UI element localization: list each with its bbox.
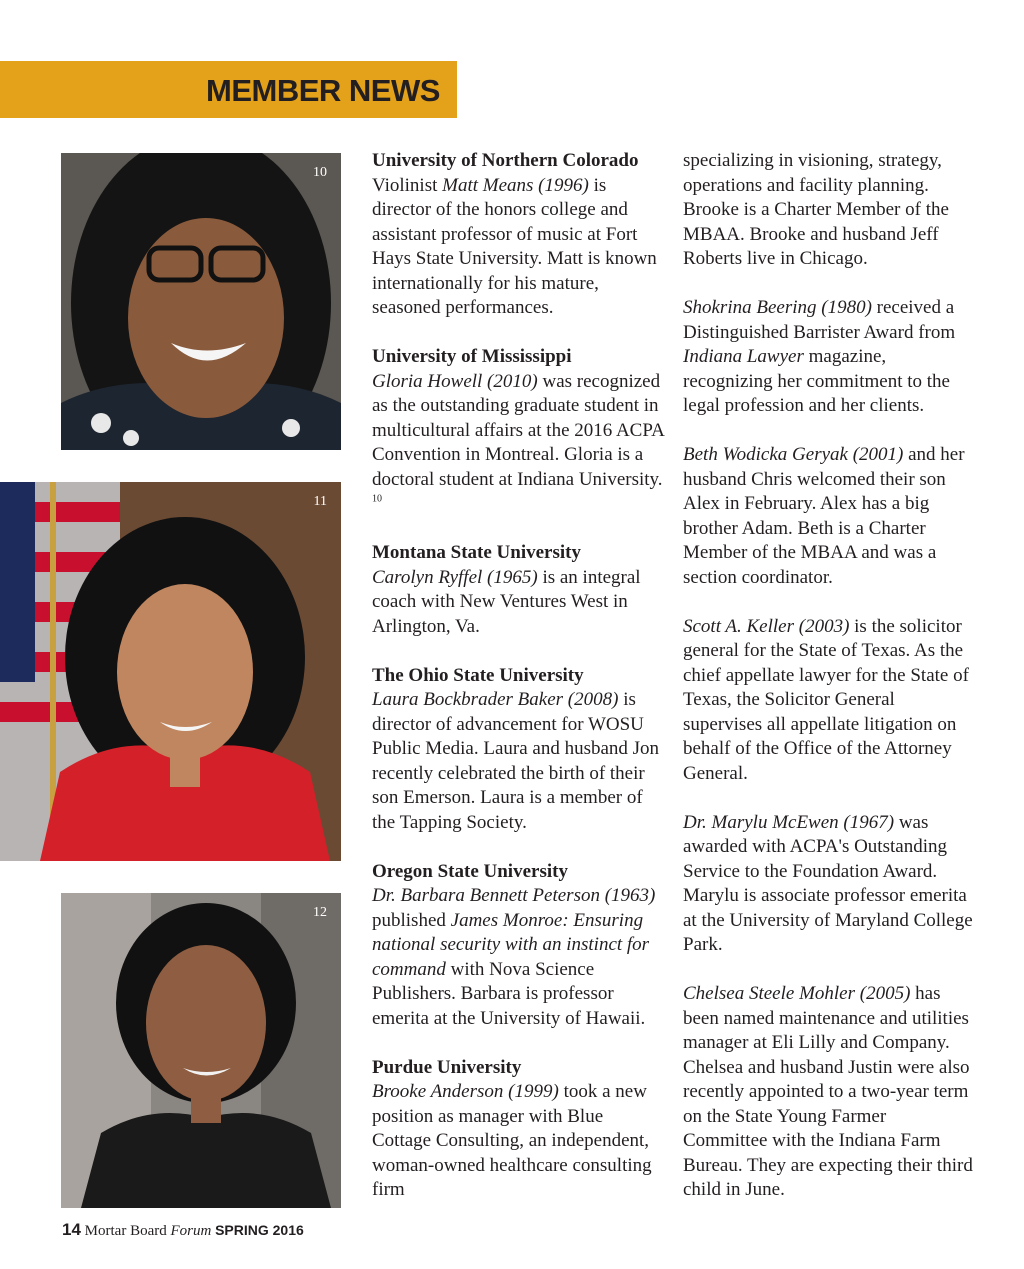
item-text: specializing in visioning, strategy, operations and facility planning. Brooke is a Charter Member of the MBAA. Brooke and husband Jeff Roberts live in Chicago. <box>683 150 949 269</box>
member-name: Gloria Howell (2010) <box>372 370 538 392</box>
member-name: Scott A. Keller (2003) <box>683 615 850 637</box>
portrait-image <box>61 893 341 1208</box>
news-item-beering <box>683 296 975 419</box>
news-item-purdue-continued <box>683 149 975 272</box>
item-text: took a new position as manager with Blue Cottage Consulting, an independent, woman-owned healthcare consulting firm <box>372 1081 652 1200</box>
publication-name: Mortar Board <box>84 1223 167 1239</box>
item-text: published <box>372 909 451 931</box>
school-heading: Oregon State University <box>372 860 568 882</box>
member-name: Dr. Marylu McEwen (1967) <box>683 811 895 833</box>
member-name: Chelsea Steele Mohler (2005) <box>683 983 911 1004</box>
school-heading: University of Northern Colorado <box>372 150 639 171</box>
news-item-montana-state <box>372 541 664 639</box>
news-item-mcewen <box>683 811 975 958</box>
member-name: Dr. Barbara Bennett Peterson (1963) <box>372 885 656 906</box>
member-name: Carolyn Ryffel (1965) <box>372 566 538 588</box>
member-name: Laura Bockbrader Baker (2008) <box>372 689 619 710</box>
school-heading: University of Mississippi <box>372 346 572 367</box>
issue-season: SPRING 2016 <box>215 1222 304 1238</box>
portrait-image <box>0 482 341 861</box>
item-text: and her husband Chris welcomed their son Alex in February. Alex has a big brother Adam. Beth is a Charter Member of the MBAA and was a section coordinator. <box>683 444 965 588</box>
member-name: Brooke Anderson (1999) <box>372 1081 559 1102</box>
news-item-mississippi <box>372 345 664 517</box>
news-item-ohio-state <box>372 664 664 836</box>
member-photo-12 <box>61 893 341 1208</box>
photo-reference: 10 <box>372 493 382 505</box>
member-photo-10 <box>61 153 341 450</box>
section-title: MEMBER NEWS <box>206 73 440 108</box>
item-text: received a Distinguished Barrister Award from <box>683 297 956 343</box>
news-item-keller <box>683 615 975 787</box>
item-text: is the solicitor general for the State of Texas. As the chief appellate lawyer for the State of Texas, the Solicitor General supervises all appellate litigation on behalf of the Office of the Attorney General. <box>683 615 969 784</box>
page-footer <box>62 1220 304 1240</box>
news-item-mohler <box>683 982 975 1203</box>
photo-number: 11 <box>313 494 327 509</box>
school-heading: The Ohio State University <box>372 664 584 686</box>
item-text: was awarded with ACPA's Outstanding Service to the Foundation Award. Marylu is associate professor emerita at the University of Maryland College Park. <box>683 811 973 955</box>
item-text: is director of the honors college and assistant professor of music at Fort Hays State University. Matt is known internationally for his mature, seasoned performances. <box>372 174 657 318</box>
magazine-title: Indiana Lawyer <box>683 346 804 367</box>
text-column-1 <box>372 149 664 1227</box>
item-text: was recognized as the outstanding graduate student in multicultural affairs at the 2016 ACPA Convention in Montreal. Gloria is a doctoral student at Indiana University. <box>372 370 664 490</box>
member-name: Matt Means (1996) <box>442 174 589 196</box>
item-text: is an integral coach with New Ventures West in Arlington, Va. <box>372 566 641 637</box>
news-item-oregon-state <box>372 860 664 1032</box>
member-name: Beth Wodicka Geryak (2001) <box>683 444 904 465</box>
photo-number: 12 <box>313 905 327 920</box>
school-heading: Purdue University <box>372 1056 522 1078</box>
photo-number: 10 <box>313 165 327 180</box>
member-photo-11 <box>0 482 341 861</box>
portrait-image <box>61 153 341 450</box>
news-item-purdue <box>372 1056 664 1203</box>
item-text: is director of advancement for WOSU Public Media. Laura and husband Jon recently celebrated the birth of their son Emerson. Laura is a member of the Tapping Society. <box>372 689 660 833</box>
page-number: 14 <box>62 1220 81 1239</box>
news-item-northern-colorado <box>372 149 664 321</box>
text-column-2 <box>683 149 975 1227</box>
school-heading: Montana State University <box>372 542 581 563</box>
news-item-geryak <box>683 443 975 590</box>
book-title: James Monroe: Ensuring national security with an instinct for command <box>372 909 650 980</box>
item-text: has been named maintenance and utilities manager at Eli Lilly and Company. Chelsea and husband Justin were also recently appointed to a two-year term on the State Young Farmer Committee with the Indiana Farm Bureau. They are expecting their third child in June. <box>683 983 973 1200</box>
item-text: with Nova Science Publishers. Barbara is professor emerita at the University of Hawaii. <box>372 958 646 1029</box>
publication-name-italic: Forum <box>170 1223 212 1239</box>
item-text: magazine, recognizing her commitment to the legal profession and her clients. <box>683 346 950 416</box>
item-text: Violinist <box>372 174 443 196</box>
member-name: Shokrina Beering (1980) <box>683 297 872 318</box>
